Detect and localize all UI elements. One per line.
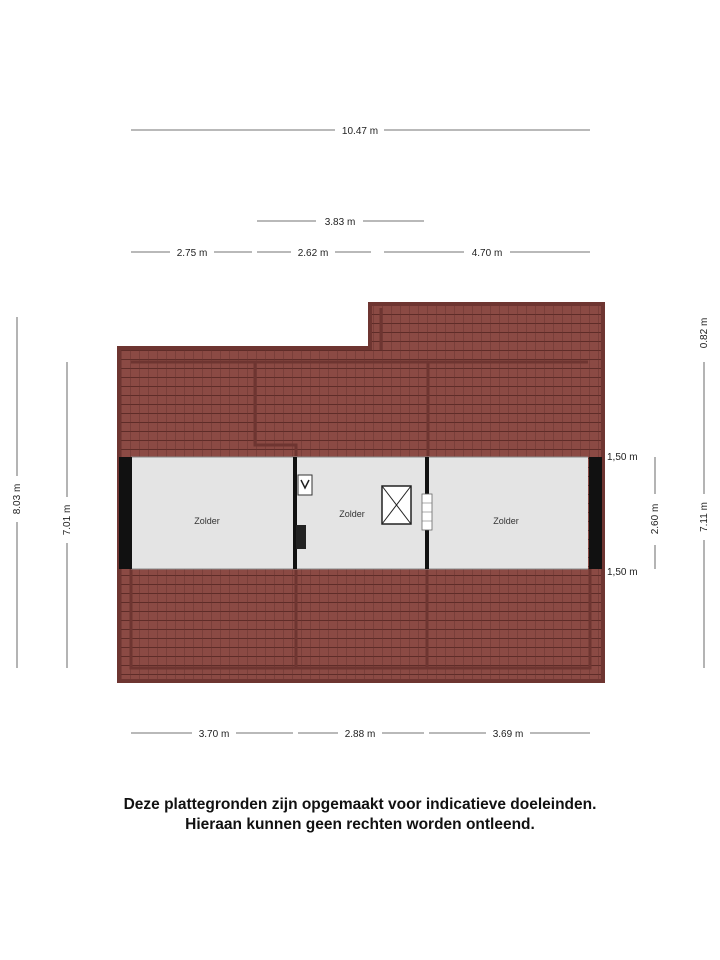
- height-label-top: 1,50 m: [607, 452, 638, 463]
- dim-left-outer: 8.03 m: [12, 483, 23, 515]
- disclaimer-line-2: Hieraan kunnen geen rechten worden ontleend.: [185, 816, 535, 833]
- dimensions-bottom: [131, 729, 590, 740]
- floor-right: [428, 457, 588, 569]
- dim-right-inner: 2.60 m: [650, 503, 661, 535]
- dimensions-left: [12, 317, 73, 668]
- gable-wall-right: [589, 457, 602, 569]
- dim-bottom-left: 3.70 m: [198, 729, 230, 740]
- room-label-left: Zolder: [194, 516, 220, 526]
- room-label-middle: Zolder: [339, 509, 365, 519]
- roof-dormer: [370, 304, 603, 350]
- dim-top-right: 4.70 m: [471, 248, 503, 259]
- dim-top-middle: 2.62 m: [297, 248, 329, 259]
- room-label-right: Zolder: [493, 516, 519, 526]
- dim-middle-width: 3.83 m: [324, 217, 356, 228]
- dim-left-inner: 7.01 m: [62, 504, 73, 536]
- partition-wall-left: [293, 457, 297, 569]
- disclaimer-line-1: Deze plattegronden zijn opgemaakt voor indicatieve doeleinden.: [123, 796, 597, 813]
- dimensions-right: [607, 318, 710, 668]
- dim-total-width: 10.47 m: [341, 126, 379, 137]
- dim-top-left: 2.75 m: [176, 248, 208, 259]
- height-label-bottom: 1,50 m: [607, 567, 638, 578]
- dimensions-top: [131, 126, 590, 259]
- dim-right-top: 0.82 m: [699, 317, 710, 349]
- boiler-unit: [298, 475, 312, 495]
- floor-left: [131, 457, 295, 569]
- gable-wall-left: [119, 457, 132, 569]
- dim-right-outer: 7.11 m: [699, 502, 710, 532]
- dim-bottom-right: 3.69 m: [492, 729, 524, 740]
- chimney: [296, 525, 306, 549]
- dim-bottom-middle: 2.88 m: [344, 729, 376, 740]
